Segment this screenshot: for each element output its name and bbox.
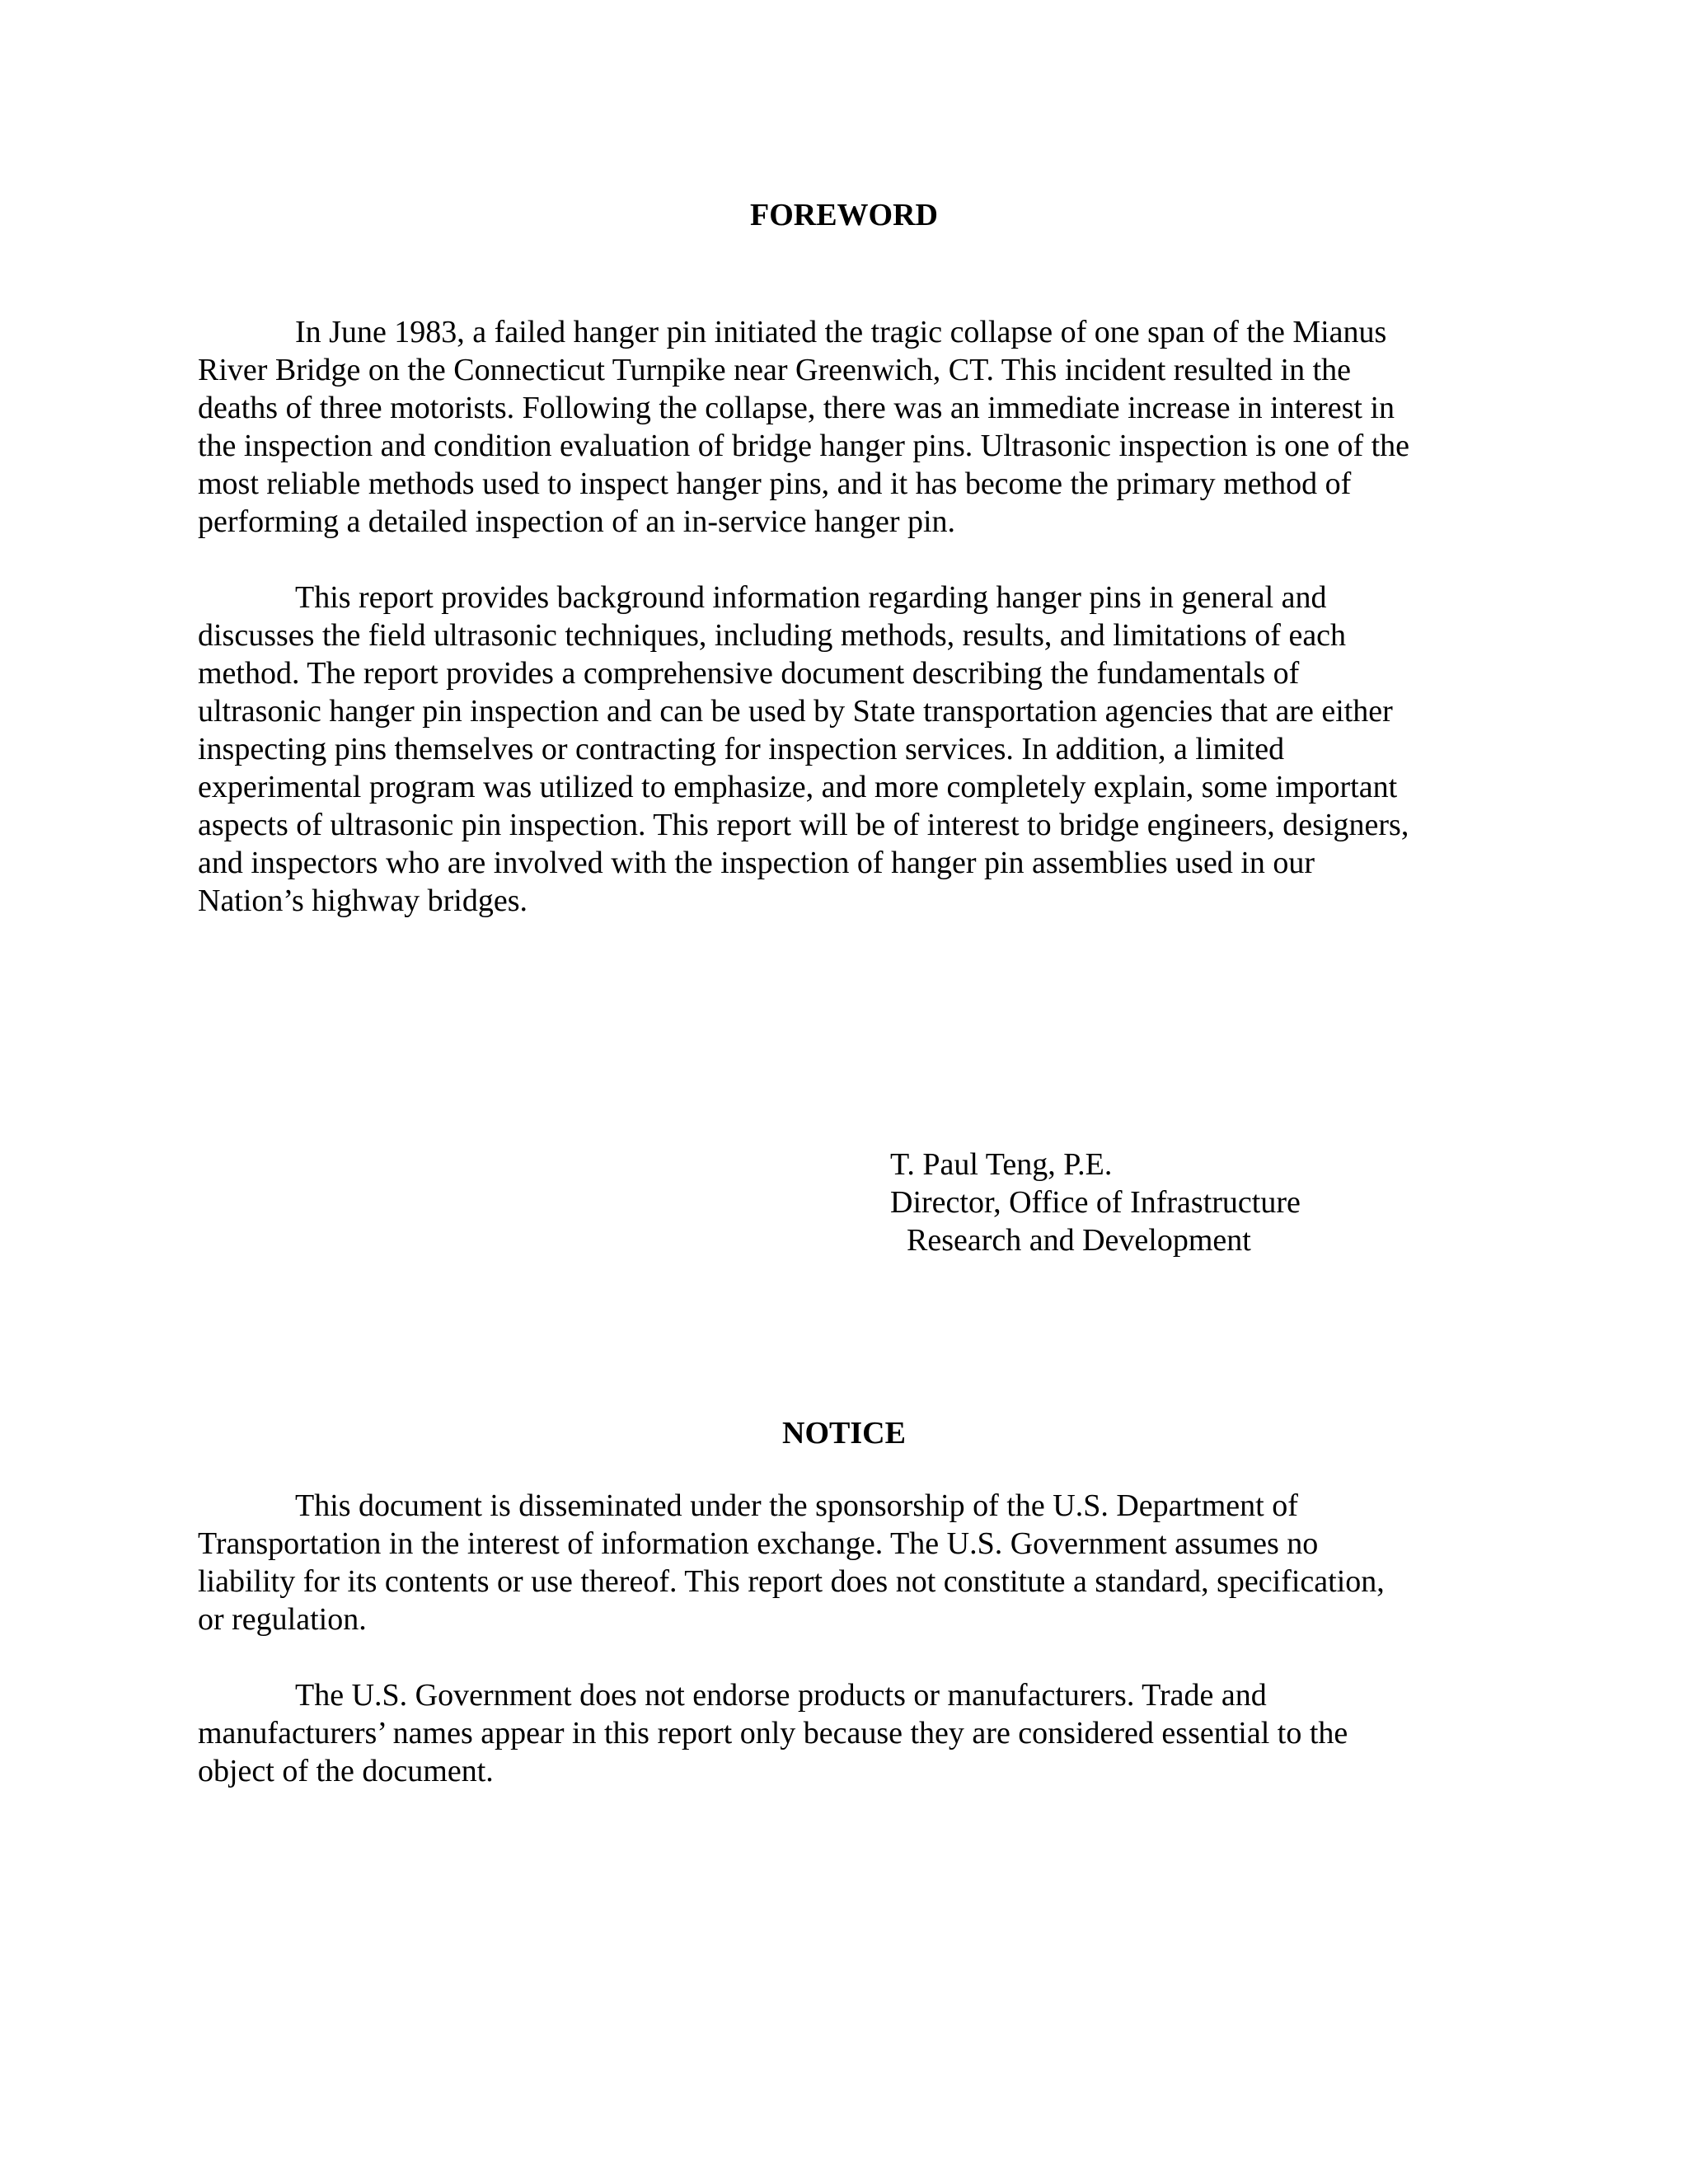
text-line: River Bridge on the Connecticut Turnpike near Greenwich, CT. This incident resulted in the xyxy=(198,353,1352,387)
signature-title-continued: Research and Development xyxy=(907,1223,1251,1258)
text-line: Nation’s highway bridges. xyxy=(198,883,528,918)
notice-paragraph-1 xyxy=(198,1487,1500,1638)
text-line: This report provides background information regarding hanger pins in general and xyxy=(295,580,1327,615)
text-line: manufacturers’ names appear in this report only because they are considered essential to the xyxy=(198,1716,1348,1750)
text-line: and inspectors who are involved with the inspection of hanger pin assemblies used in our xyxy=(198,846,1315,880)
text-line: experimental program was utilized to emphasize, and more completely explain, some important xyxy=(198,770,1398,804)
signature-title: Director, Office of Infrastructure xyxy=(890,1185,1301,1220)
text-line: performing a detailed inspection of an in-service hanger pin. xyxy=(198,504,956,539)
notice-title: NOTICE xyxy=(782,1416,906,1451)
signature-name: T. Paul Teng, P.E. xyxy=(890,1147,1113,1182)
text-line: In June 1983, a failed hanger pin initiated the tragic collapse of one span of the Mianus xyxy=(295,315,1387,349)
text-line: The U.S. Government does not endorse products or manufacturers. Trade and xyxy=(295,1678,1267,1713)
text-line: the inspection and condition evaluation of bridge hanger pins. Ultrasonic inspection is one of the xyxy=(198,429,1410,463)
text-line: liability for its contents or use thereof. This report does not constitute a standard, specification, xyxy=(198,1564,1385,1599)
foreword-title: FOREWORD xyxy=(750,198,938,232)
text-line: aspects of ultrasonic pin inspection. This report will be of interest to bridge engineers, designers, xyxy=(198,808,1409,842)
foreword-paragraph-2 xyxy=(198,579,1500,920)
text-line: method. The report provides a comprehensive document describing the fundamentals of xyxy=(198,656,1300,691)
foreword-paragraph-1 xyxy=(198,313,1500,541)
text-line: or regulation. xyxy=(198,1602,367,1637)
signature-block xyxy=(890,1146,1550,1259)
text-line: inspecting pins themselves or contracting for inspection services. In addition, a limited xyxy=(198,732,1285,766)
text-line: object of the document. xyxy=(198,1754,494,1788)
text-line: Transportation in the interest of information exchange. The U.S. Government assumes no xyxy=(198,1526,1319,1561)
text-line: discusses the field ultrasonic techniques, including methods, results, and limitations of each xyxy=(198,618,1347,653)
text-line: This document is disseminated under the sponsorship of the U.S. Department of xyxy=(295,1488,1298,1523)
text-line: most reliable methods used to inspect hanger pins, and it has become the primary method of xyxy=(198,466,1352,501)
notice-paragraph-2 xyxy=(198,1676,1500,1790)
text-line: deaths of three motorists. Following the collapse, there was an immediate increase in interest in xyxy=(198,391,1395,425)
text-line: ultrasonic hanger pin inspection and can be used by State transportation agencies that are either xyxy=(198,694,1393,729)
